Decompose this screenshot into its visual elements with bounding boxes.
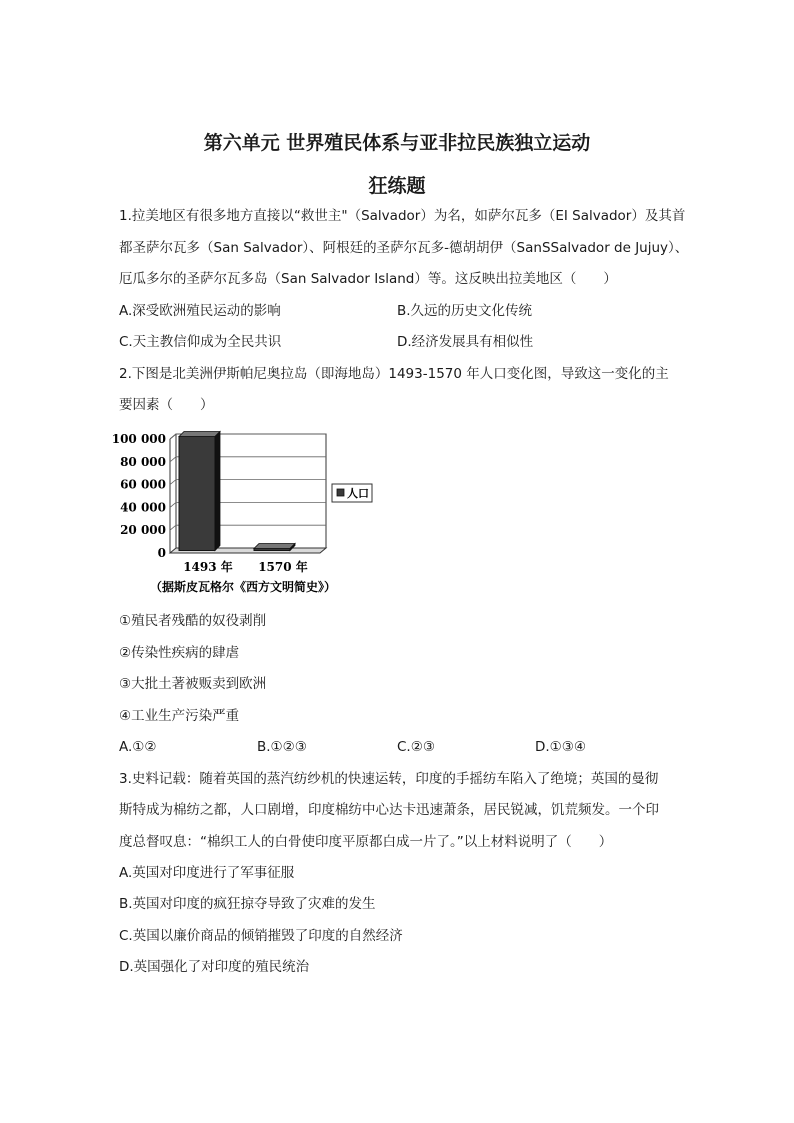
q3-option-d: D.英国强化了对印度的殖民统治 <box>119 959 310 975</box>
q2-option-b: B.①②③ <box>257 739 307 755</box>
chart-bars <box>179 432 295 551</box>
q2-item-3: ③大批土著被贩卖到欧洲 <box>119 676 267 692</box>
chart-y-tick-label: 100 000 <box>111 432 166 446</box>
q1-stem-line-2: 都圣萨尔瓦多（San Salvador）、阿根廷的圣萨尔瓦多-德胡胡伊（SanSSalvador de Jujuy）、 <box>119 240 689 256</box>
legend-label: 人口 <box>347 487 369 500</box>
population-bar-chart <box>111 428 369 598</box>
q2-option-a: A.①② <box>119 739 157 755</box>
q1-stem-line-3: 厄瓜多尔的圣萨尔瓦多岛（San Salvador Island）等。这反映出拉美地区（ ） <box>119 271 617 287</box>
chart-x-tick-label: 1570 年 <box>258 560 308 574</box>
chart-bar-side <box>215 432 220 551</box>
page-subtitle: 狂练题 <box>368 175 426 197</box>
q1-option-b: B.久远的历史文化传统 <box>397 303 533 319</box>
chart-y-tick-label: 60 000 <box>120 477 166 492</box>
q1-option-a: A.深受欧洲殖民运动的影响 <box>119 303 281 319</box>
q3-option-b: B.英国对印度的疯狂掠夺导致了灾难的发生 <box>119 896 376 912</box>
chart-y-ticks <box>112 432 166 560</box>
chart-bar <box>179 437 215 551</box>
q1-option-c: C.天主教信仰成为全民共识 <box>119 334 282 350</box>
q2-option-d: D.①③④ <box>535 739 586 755</box>
q3-option-a: A.英国对印度进行了军事征服 <box>119 865 295 881</box>
q2-option-c: C.②③ <box>397 739 435 755</box>
q2-stem-line-1: 2.下图是北美洲伊斯帕尼奥拉岛（即海地岛）1493-1570 年人口变化图，导致这一变化的主 <box>119 366 669 382</box>
chart-y-tick-label: 0 <box>157 546 166 560</box>
q3-stem-line-2: 斯特成为棉纺之都，人口剧增，印度棉纺中心达卡迅速萧条，居民锐减，饥荒频发。一个印 <box>119 802 659 818</box>
q2-item-1: ①殖民者残酷的奴役剥削 <box>119 613 267 629</box>
chart-caption: （据斯皮瓦格尔《西方文明简史》） <box>149 580 337 594</box>
q3-stem-line-1: 3.史料记载：随着英国的蒸汽纺纱机的快速运转，印度的手摇纺车陷入了绝境；英国的曼彻 <box>119 771 659 787</box>
q1-stem-line-1: 1.拉美地区有很多地方直接以“救世主"（Salvador）为名，如萨尔瓦多（EI Salvador）及其首 <box>119 208 686 224</box>
chart-y-tick-label: 80 000 <box>120 454 166 469</box>
q2-stem-line-2: 要因素（ ） <box>119 397 214 413</box>
q3-stem-line-3: 度总督叹息：“棉织工人的白骨使印度平原都白成一片了。”以上材料说明了（ ） <box>119 834 613 850</box>
q1-option-d: D.经济发展具有相似性 <box>397 334 534 350</box>
unit-title: 第六单元 世界殖民体系与亚非拉民族独立运动 <box>203 132 591 154</box>
chart-bar-top <box>254 544 295 549</box>
chart-y-tick-label: 40 000 <box>120 500 166 515</box>
q2-item-4: ④工业生产污染严重 <box>119 708 240 724</box>
chart-x-ticks <box>183 559 308 574</box>
chart-y-tick-label: 20 000 <box>120 523 166 538</box>
q3-option-c: C.英国以廉价商品的倾销摧毁了印度的自然经济 <box>119 928 403 944</box>
chart-legend <box>332 484 372 502</box>
q2-item-2: ②传染性疾病的肆虐 <box>119 645 240 661</box>
chart-x-tick-label: 1493 年 <box>183 560 233 574</box>
legend-swatch <box>337 489 344 496</box>
chart-bar-top <box>179 432 220 437</box>
